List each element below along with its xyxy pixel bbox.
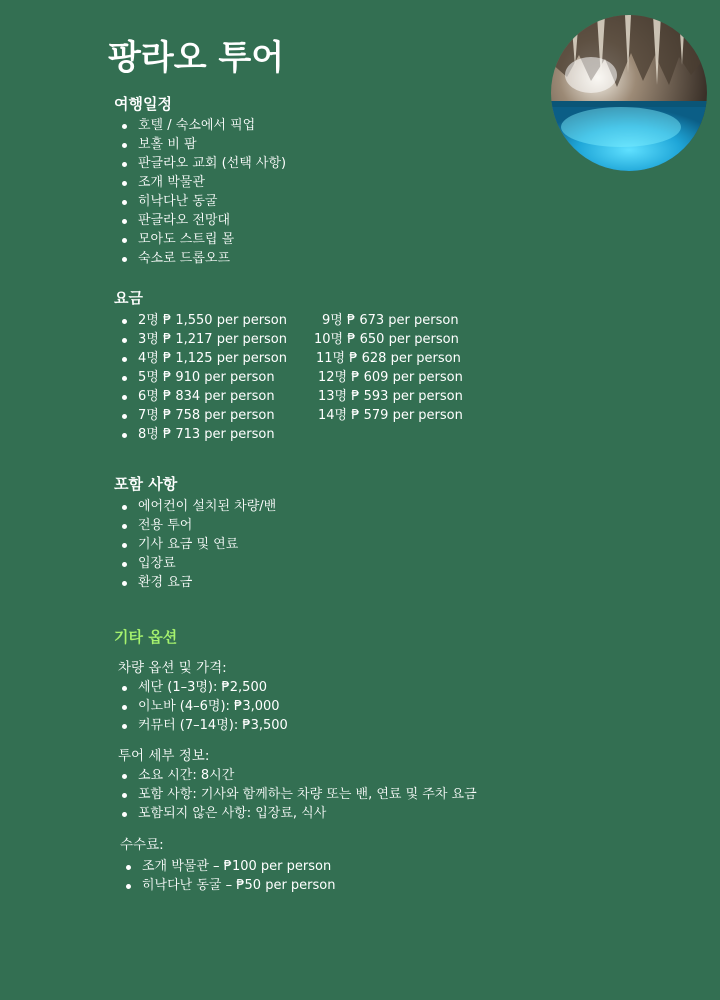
itinerary-heading: 여행일정 — [114, 95, 172, 113]
list-item: 이노바 (4–6명): ₱3,000 — [118, 697, 288, 716]
price-row: 12명 ₱ 609 per person — [318, 370, 463, 385]
list-item: 보홀 비 팜 — [118, 135, 286, 154]
pricing-list-left — [118, 311, 287, 444]
list-item: 소요 시간: 8시간 — [118, 766, 477, 785]
inclusions-list — [118, 497, 276, 592]
price-row: 5명 ₱ 910 per person — [118, 368, 287, 387]
list-item: 히낙다난 동굴 — [118, 192, 286, 211]
inclusions-heading: 포함 사항 — [114, 475, 178, 493]
price-row: 6명 ₱ 834 per person — [118, 387, 287, 406]
list-item: 포함 사항: 기사와 함께하는 차량 또는 밴, 연료 및 주차 요금 — [118, 785, 477, 804]
other-options-heading: 기타 옵션 — [114, 628, 178, 646]
list-item: 호텔 / 숙소에서 픽업 — [118, 116, 286, 135]
list-item: 포함되지 않은 사항: 입장료, 식사 — [118, 804, 477, 823]
pricing-list-right — [314, 311, 463, 425]
fees-label: 수수료: — [120, 837, 164, 853]
vehicle-options-label: 차량 옵션 및 가격: — [118, 660, 227, 676]
itinerary-list — [118, 116, 286, 268]
list-item: 히낙다난 동굴 – ₱50 per person — [122, 876, 335, 895]
pricing-heading: 요금 — [114, 289, 143, 307]
list-item: 환경 요금 — [118, 573, 276, 592]
price-row: 14명 ₱ 579 per person — [318, 408, 463, 423]
tour-details-list — [118, 766, 477, 823]
page-title: 팡라오 투어 — [108, 38, 285, 78]
list-item: 입장료 — [118, 554, 276, 573]
fees-list — [122, 857, 335, 895]
list-item: 커뮤터 (7–14명): ₱3,500 — [118, 716, 288, 735]
price-row: 10명 ₱ 650 per person — [314, 332, 459, 347]
list-item: 기사 요금 및 연료 — [118, 535, 276, 554]
price-row: 8명 ₱ 713 per person — [118, 425, 287, 444]
price-row: 7명 ₱ 758 per person — [118, 406, 287, 425]
list-item: 숙소로 드롭오프 — [118, 249, 286, 268]
price-row: 9명 ₱ 673 per person — [322, 313, 459, 328]
list-item: 에어컨이 설치된 차량/밴 — [118, 497, 276, 516]
list-item: 전용 투어 — [118, 516, 276, 535]
list-item: 판글라오 교회 (선택 사항) — [118, 154, 286, 173]
list-item: 세단 (1–3명): ₱2,500 — [118, 678, 288, 697]
vehicle-options-list — [118, 678, 288, 735]
price-row: 3명 ₱ 1,217 per person — [118, 330, 287, 349]
price-row: 4명 ₱ 1,125 per person — [118, 349, 287, 368]
list-item: 판글라오 전망대 — [118, 211, 286, 230]
cave-lagoon-photo — [551, 15, 707, 171]
list-item: 조개 박물관 — [118, 173, 286, 192]
price-row: 2명 ₱ 1,550 per person — [118, 311, 287, 330]
tour-details-label: 투어 세부 정보: — [118, 748, 210, 764]
price-row: 13명 ₱ 593 per person — [318, 389, 463, 404]
list-item: 조개 박물관 – ₱100 per person — [122, 857, 335, 876]
list-item: 모아도 스트립 몰 — [118, 230, 286, 249]
price-row: 11명 ₱ 628 per person — [316, 351, 461, 366]
